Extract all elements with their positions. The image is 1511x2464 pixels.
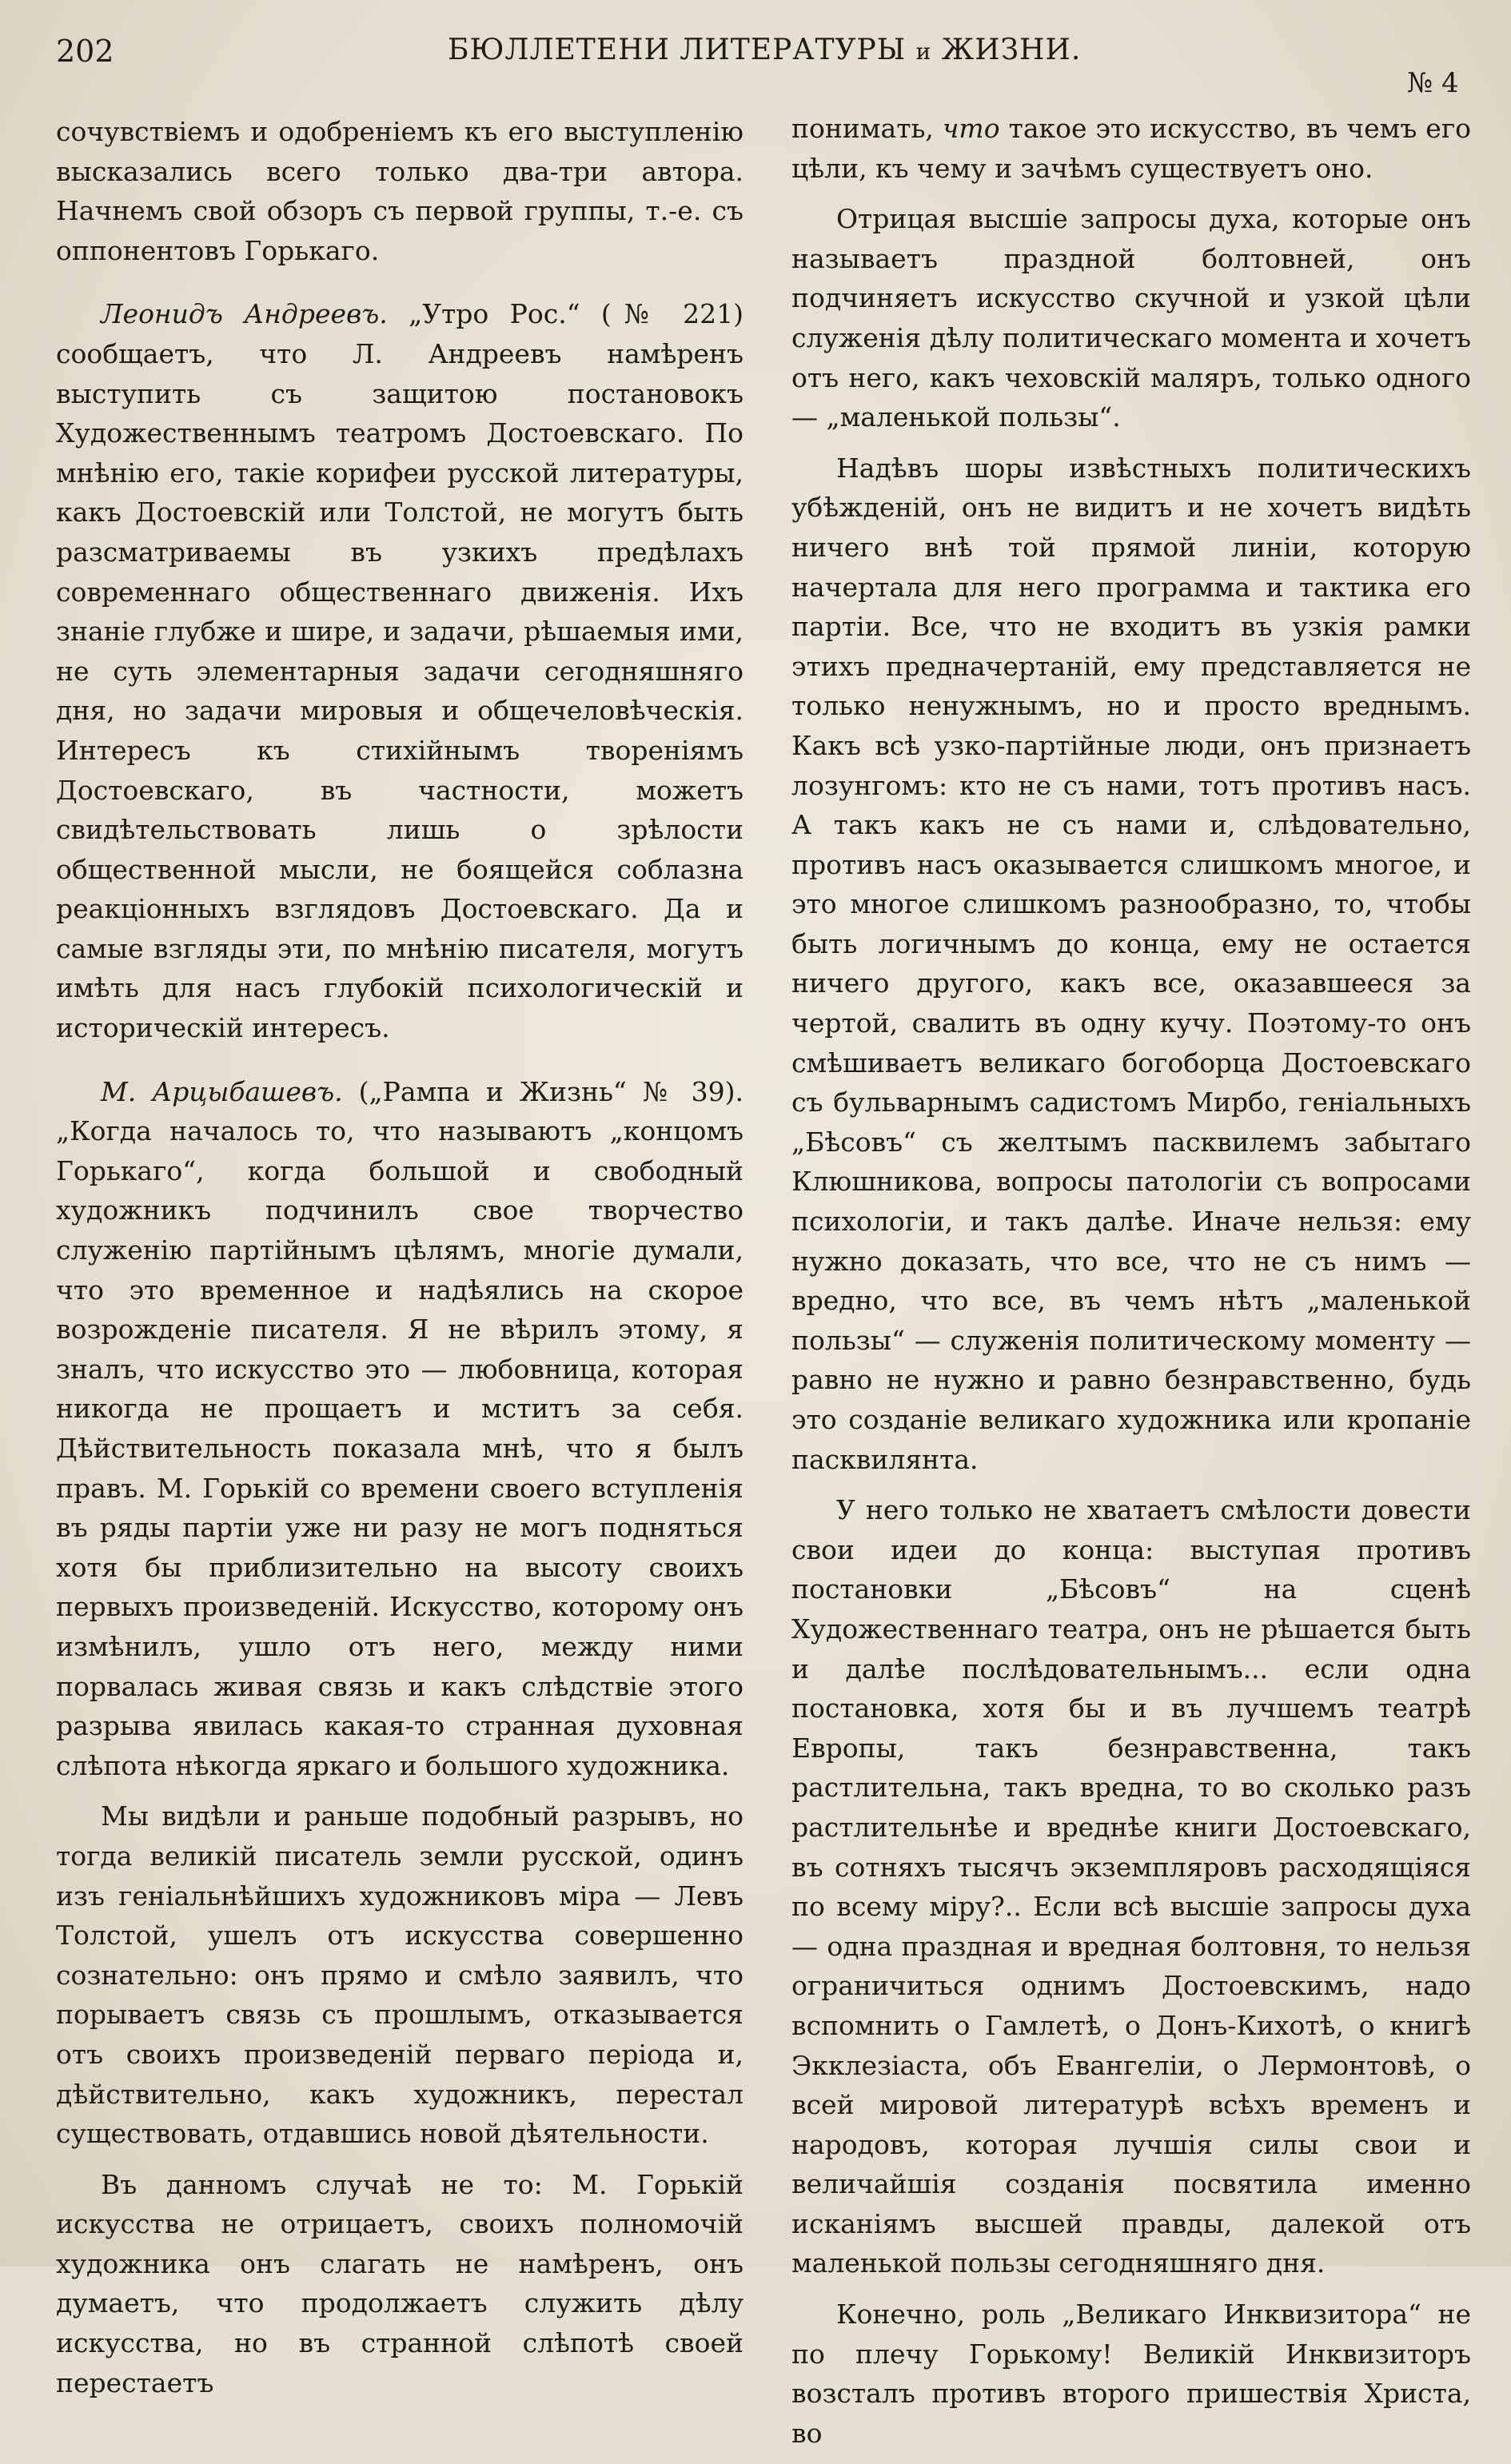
running-title-conj: и [915, 38, 932, 65]
right-p1-emphasis: что [942, 113, 1000, 144]
right-p1-before: понимать, [791, 113, 934, 144]
right-paragraph-5: Конечно, роль „Великаго Инквизитора“ не по плечу Горькому! Великій Инквизиторъ возсталъ противъ второго пришествія Христа, во [791, 2299, 1471, 2449]
left-paragraph-1: сочувствіемъ и одобреніемъ къ его выступленію высказались всего только два-три автора. Начнемъ свой обзоръ съ первой группы, т.-е. съ оппонентовъ Горькаго. [56, 116, 744, 266]
left-paragraph-4: Мы видѣли и раньше подобный разрывъ, но тогда великій писатель земли русской, одинъ изъ геніальнѣйшихъ художниковъ міра — Левъ Толстой, ушелъ отъ искусства совершенно сознательно: онъ прямо и смѣло заявилъ, что порываетъ связь съ прошлымъ, отказывается отъ своихъ произведеній перваго періода и, дѣйствительно, какъ художникъ, перестал существовать, отдавшись новой дѣятельности. [56, 1800, 744, 2150]
right-paragraph-3: Надѣвъ шоры извѣстныхъ политическихъ убѣжденій, онъ не видитъ и не хочетъ видѣть ничего внѣ той прямой линіи, которую начертала для него программа и тактика его партіи. Все, что не входитъ въ узкія рамки этихъ предначертаній, ему представляется не только ненужнымъ, но и просто вреднымъ. Какъ всѣ узко-партійные люди, онъ признаетъ лозунгомъ: кто не съ нами, тотъ противъ насъ. А такъ какъ не съ нами и, слѣдовательно, противъ насъ оказывается слишкомъ многое, и это многое слишкомъ разнообразно, то, чтобы быть логичнымъ до конца, ему не остается ничего другого, какъ все, оказавшееся за чертой, свалить въ одну кучу. Поэтому-то онъ смѣшиваетъ великаго богоборца Достоевскаго съ бульварнымъ садистомъ Мирбо, геніальныхъ „Бѣсовъ“ съ желтымъ пасквилемъ забытаго Клюшникова, вопросы патологіи съ вопросами психологіи, и такъ далѣе. Иначе нельзя: ему нужно доказать, что все, что не съ нимъ — вредно, что все, въ чемъ нѣтъ „маленькой пользы“ — служенія политическому моменту — равно не нужно и равно безнравственно, будь это созданіе великаго художника или кропаніе пасквилянта. [791, 452, 1471, 1475]
running-title [448, 34, 1081, 66]
left-paragraph-andreev [56, 294, 744, 1047]
author-name-artsybashev: М. Арцыбашевъ. [101, 1075, 343, 1107]
left-paragraph-artsybashev [56, 1072, 744, 1786]
right-paragraph-1 [791, 109, 1471, 188]
running-title-part1: БЮЛЛЕТЕНИ ЛИТЕРАТУРЫ [448, 34, 907, 66]
right-p1-after: такое это искусство, въ чемъ его цѣли, къ чему и зачѣмъ существуетъ оно. [791, 113, 1471, 184]
artsybashev-text: („Рампа и Жизнь“ № 39). „Когда началось то, что называютъ „концомъ Горькаго“, когда большой и свободный художникъ подчинилъ свое творчество служенію партійнымъ цѣлямъ, многіе думали, что это временное и надѣялись на скорое возрожденіе писателя. Я не вѣрилъ этому, я зналъ, что искусство это — любовница, которая никогда не прощаетъ и мститъ за себя. Дѣйствительность показала мнѣ, что я былъ правъ. М. Горькій со времени своего вступленія въ ряды партіи уже ни разу не могъ подняться хотя бы приблизительно на высоту своихъ первыхъ произведеній. Искусство, которому онъ измѣнилъ, ушло отъ него, между ними порвалась живая связь и какъ слѣдствіе этого разрыва явилась какая-то странная духовная слѣпота нѣкогда яркаго и большого художника. [56, 1075, 744, 1781]
author-name-andreev: Леонидъ Андреевъ. [101, 298, 388, 330]
right-paragraph-4: У него только не хватаетъ смѣлости довести свои идеи до конца: выступая противъ постановки „Бѣсовъ“ на сценѣ Художественнаго театра, онъ не рѣшается быть и далѣе послѣдовательнымъ... если одна постановка, хотя бы и въ лучшемъ театрѣ Европы, такъ безнравственна, такъ растлительна, такъ вредна, то во сколько разъ растлительнѣе и вреднѣе книги Достоевскаго, въ сотняхъ тысячъ экземпляровъ расходящіяся по всему міру?.. Если всѣ высшіе запросы духа — одна праздная и вредная болтовня, то нельзя ограничиться однимъ Достоевскимъ, надо вспомнить о Гамлетѣ, о Донъ-Кихотѣ, о книгѣ Экклезіаста, объ Евангеліи, о Лермонтовѣ, о всей мировой литературѣ всѣхъ временъ и народовъ, которая лучшія силы свои и величайшія созданія посвятила именно исканіямъ высшей правды, далекой отъ маленькой пользы сегодняшняго дня. [791, 1494, 1471, 2279]
right-column [791, 109, 1471, 2464]
issue-number: № 4 [1407, 67, 1459, 99]
left-column [56, 112, 744, 2414]
page-number: 202 [56, 34, 114, 69]
andreev-text: „Утро Рос.“ (№ 221) сообщаетъ, что Л. Андреевъ намѣренъ выступить съ защитою постановокъ Художественнымъ театромъ Достоевскаго. По мнѣнію его, такіе корифеи русской литературы, какъ Достоевскій или Толстой, не могутъ быть разсматриваемы въ узкихъ предѣлахъ современнаго общественнаго движенія. Ихъ знаніе глубже и шире, и задачи, рѣшаемыя ими, не суть элементарныя задачи сегодняшняго дня, но задачи мировыя и общечеловѣческія. Интересъ къ стихійнымъ твореніямъ Достоевскаго, въ частности, можетъ свидѣтельствовать лишь о зрѣлости общественной мысли, не боящейся соблазна реакціонныхъ взглядовъ Достоевскаго. Да и самые взгляды эти, по мнѣнію писателя, могутъ имѣть для насъ глубокій психологическій и историческій интересъ. [56, 298, 744, 1044]
right-paragraph-2: Отрицая высшіе запросы духа, которые онъ называетъ праздной болтовней, онъ подчиняетъ искусство скучной и узкой цѣли служенія дѣлу политическаго момента и хочетъ отъ него, какъ чеховскій маляръ, только одного — „маленькой пользы“. [791, 203, 1471, 433]
left-paragraph-5: Въ данномъ случаѣ не то: М. Горькій искусства не отрицаетъ, своихъ полномочій художника онъ слагать не намѣренъ, онъ думаетъ, что продолжаетъ служить дѣлу искусства, но въ странной слѣпотѣ своей перестаетъ [56, 2168, 744, 2398]
running-title-part2: ЖИЗНИ. [941, 34, 1082, 66]
